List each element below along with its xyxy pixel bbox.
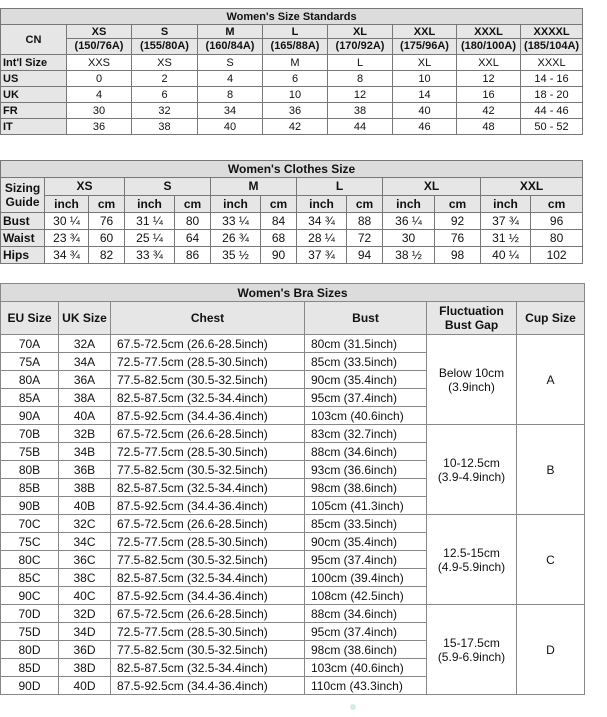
table-cell: 82 xyxy=(89,247,125,264)
eu-size-cell: 70B xyxy=(1,425,59,443)
table-cell: 72 xyxy=(347,230,383,247)
clothes-size-title: Women's Clothes Size xyxy=(1,161,583,178)
table-cell: 34 xyxy=(198,103,263,119)
table-cell: L xyxy=(328,55,393,71)
table-cell: 42 xyxy=(263,119,328,135)
row-label: Int'l Size xyxy=(1,55,67,71)
cn-label: CN xyxy=(1,25,67,55)
cup-size-cell: B xyxy=(517,425,585,515)
uk-size-cell: 40B xyxy=(59,497,111,515)
chest-cell: 67.5-72.5cm (26.6-28.5inch) xyxy=(111,425,305,443)
chest-cell: 87.5-92.5cm (34.4-36.4inch) xyxy=(111,497,305,515)
table-cell: 50 - 52 xyxy=(521,119,583,135)
chest-cell: 67.5-72.5cm (26.6-28.5inch) xyxy=(111,335,305,353)
table-cell: 98 xyxy=(435,247,481,264)
bust-cell: 83cm (32.7inch) xyxy=(305,425,427,443)
table-cell: 12 xyxy=(328,87,393,103)
cn-value: (155/80A) xyxy=(132,39,198,55)
bust-gap-cell: Below 10cm (3.9inch) xyxy=(427,335,517,425)
uk-size-cell: 40D xyxy=(59,677,111,695)
bra-size-title: Women's Bra Sizes xyxy=(1,284,585,302)
cup-size-cell: D xyxy=(517,605,585,695)
eu-size-cell: 80D xyxy=(1,641,59,659)
row-label: Waist xyxy=(1,230,45,247)
cup-size-header: Cup Size xyxy=(517,302,585,335)
unit-cm: cm xyxy=(347,195,383,213)
unit-cm: cm xyxy=(261,195,297,213)
chest-cell: 67.5-72.5cm (26.6-28.5inch) xyxy=(111,515,305,533)
bust-cell: 88cm (34.6inch) xyxy=(305,605,427,623)
chest-cell: 82.5-87.5cm (32.5-34.4inch) xyxy=(111,569,305,587)
table-cell: 68 xyxy=(261,230,297,247)
table-row xyxy=(1,425,585,443)
row-label: UK xyxy=(1,87,67,103)
bust-cell: 110cm (43.3inch) xyxy=(305,677,427,695)
eu-size-cell: 80A xyxy=(1,371,59,389)
row-label: FR xyxy=(1,103,67,119)
table-row xyxy=(1,230,583,247)
table-cell: 34 ¾ xyxy=(45,247,89,264)
table-cell: 80 xyxy=(175,213,211,230)
table-cell: 4 xyxy=(67,87,132,103)
bust-gap-cell: 12.5-15cm (4.9-5.9inch) xyxy=(427,515,517,605)
table-row xyxy=(1,213,583,230)
chest-cell: 87.5-92.5cm (34.4-36.4inch) xyxy=(111,677,305,695)
bust-cell: 90cm (35.4inch) xyxy=(305,371,427,389)
table-row xyxy=(1,87,583,103)
chest-cell: 77.5-82.5cm (30.5-32.5inch) xyxy=(111,371,305,389)
bust-cell: 103cm (40.6inch) xyxy=(305,407,427,425)
size-header: XXXL xyxy=(457,25,521,39)
table-cell: 30 xyxy=(383,230,435,247)
chest-cell: 72.5-77.5cm (28.5-30.5inch) xyxy=(111,353,305,371)
uk-size-cell: 32B xyxy=(59,425,111,443)
table-cell: 64 xyxy=(175,230,211,247)
table-cell: 96 xyxy=(531,213,583,230)
table-cell: XXL xyxy=(457,55,521,71)
size-header: S xyxy=(125,178,211,196)
unit-inch: inch xyxy=(481,195,531,213)
uk-size-cell: 34D xyxy=(59,623,111,641)
clothes-size-table xyxy=(0,160,583,264)
bust-cell: 105cm (41.3inch) xyxy=(305,497,427,515)
uk-size-cell: 32C xyxy=(59,515,111,533)
eu-size-cell: 75A xyxy=(1,353,59,371)
table-cell: 76 xyxy=(435,230,481,247)
bust-header: Bust xyxy=(305,302,427,335)
eu-size-cell: 85D xyxy=(1,659,59,677)
table-cell: 44 xyxy=(328,119,393,135)
eu-size-cell: 90B xyxy=(1,497,59,515)
size-standards-title: Women's Size Standards xyxy=(1,9,583,25)
unit-cm: cm xyxy=(531,195,583,213)
row-label: IT xyxy=(1,119,67,135)
size-header: L xyxy=(263,25,328,39)
table-cell: 88 xyxy=(347,213,383,230)
bust-cell: 85cm (33.5inch) xyxy=(305,515,427,533)
cn-value: (180/100A) xyxy=(457,39,521,55)
bust-cell: 98cm (38.6inch) xyxy=(305,641,427,659)
chest-cell: 77.5-82.5cm (30.5-32.5inch) xyxy=(111,461,305,479)
size-header: L xyxy=(297,178,383,196)
cn-value: (170/92A) xyxy=(328,39,393,55)
cup-size-cell: A xyxy=(517,335,585,425)
uk-size-cell: 34C xyxy=(59,533,111,551)
table-cell: 38 ½ xyxy=(383,247,435,264)
uk-size-header: UK Size xyxy=(59,302,111,335)
uk-size-cell: 38C xyxy=(59,569,111,587)
chest-cell: 72.5-77.5cm (28.5-30.5inch) xyxy=(111,443,305,461)
chest-cell: 82.5-87.5cm (32.5-34.4inch) xyxy=(111,479,305,497)
table-cell: 40 xyxy=(198,119,263,135)
table-cell: 8 xyxy=(198,87,263,103)
size-header: XL xyxy=(383,178,481,196)
uk-size-cell: 38A xyxy=(59,389,111,407)
cn-value: (160/84A) xyxy=(198,39,263,55)
unit-inch: inch xyxy=(383,195,435,213)
table-cell: 102 xyxy=(531,247,583,264)
bust-cell: 95cm (37.4inch) xyxy=(305,389,427,407)
table-cell: 31 ½ xyxy=(481,230,531,247)
table-cell: 23 ¾ xyxy=(45,230,89,247)
bust-cell: 98cm (38.6inch) xyxy=(305,479,427,497)
table-cell: 42 xyxy=(457,103,521,119)
eu-size-header: EU Size xyxy=(1,302,59,335)
size-header: XXXXL xyxy=(521,25,583,39)
uk-size-cell: 34B xyxy=(59,443,111,461)
bust-gap-cell: 10-12.5cm (3.9-4.9inch) xyxy=(427,425,517,515)
unit-inch: inch xyxy=(125,195,175,213)
cn-value: (185/104A) xyxy=(521,39,583,55)
eu-size-cell: 70C xyxy=(1,515,59,533)
table-cell: XS xyxy=(132,55,198,71)
table-cell: 60 xyxy=(89,230,125,247)
table-cell: 33 ¼ xyxy=(211,213,261,230)
table-cell: 2 xyxy=(132,71,198,87)
eu-size-cell: 90A xyxy=(1,407,59,425)
table-cell: 12 xyxy=(457,71,521,87)
table-cell: 36 ¼ xyxy=(383,213,435,230)
table-cell: 36 xyxy=(263,103,328,119)
table-cell: 48 xyxy=(457,119,521,135)
size-header: XXL xyxy=(393,25,457,39)
row-label: US xyxy=(1,71,67,87)
uk-size-cell: 36A xyxy=(59,371,111,389)
table-cell: 38 xyxy=(132,119,198,135)
table-cell: 84 xyxy=(261,213,297,230)
cn-value: (165/88A) xyxy=(263,39,328,55)
table-cell: 31 ¼ xyxy=(125,213,175,230)
chest-cell: 67.5-72.5cm (26.6-28.5inch) xyxy=(111,605,305,623)
table-cell: 44 - 46 xyxy=(521,103,583,119)
table-row xyxy=(1,247,583,264)
sizing-guide-label: Sizing Guide xyxy=(1,178,45,213)
cn-value: (175/96A) xyxy=(393,39,457,55)
table-cell: 10 xyxy=(263,87,328,103)
cup-size-cell: C xyxy=(517,515,585,605)
bust-cell: 80cm (31.5inch) xyxy=(305,335,427,353)
table-cell: 36 xyxy=(67,119,132,135)
uk-size-cell: 38B xyxy=(59,479,111,497)
bust-cell: 95cm (37.4inch) xyxy=(305,623,427,641)
table-cell: XL xyxy=(393,55,457,71)
table-cell: 28 ¼ xyxy=(297,230,347,247)
row-label: Bust xyxy=(1,213,45,230)
eu-size-cell: 85B xyxy=(1,479,59,497)
bust-cell: 95cm (37.4inch) xyxy=(305,551,427,569)
uk-size-cell: 36B xyxy=(59,461,111,479)
table-cell: 37 ¾ xyxy=(297,247,347,264)
size-header: M xyxy=(198,25,263,39)
eu-size-cell: 70A xyxy=(1,335,59,353)
table-cell: 92 xyxy=(435,213,481,230)
table-row xyxy=(1,335,585,353)
bust-cell: 90cm (35.4inch) xyxy=(305,533,427,551)
unit-inch: inch xyxy=(211,195,261,213)
eu-size-cell: 90C xyxy=(1,587,59,605)
size-header: S xyxy=(132,25,198,39)
uk-size-cell: 36D xyxy=(59,641,111,659)
bust-cell: 100cm (39.4inch) xyxy=(305,569,427,587)
eu-size-cell: 85C xyxy=(1,569,59,587)
bust-cell: 103cm (40.6inch) xyxy=(305,659,427,677)
eu-size-cell: 75B xyxy=(1,443,59,461)
bust-cell: 85cm (33.5inch) xyxy=(305,353,427,371)
table-cell: 35 ½ xyxy=(211,247,261,264)
table-cell: 14 xyxy=(393,87,457,103)
table-cell: 37 ¾ xyxy=(481,213,531,230)
cn-value: (150/76A) xyxy=(67,39,132,55)
table-cell: 0 xyxy=(67,71,132,87)
uk-size-cell: 36C xyxy=(59,551,111,569)
table-cell: 34 ¾ xyxy=(297,213,347,230)
eu-size-cell: 75C xyxy=(1,533,59,551)
unit-cm: cm xyxy=(175,195,211,213)
table-cell: 25 ¼ xyxy=(125,230,175,247)
table-row xyxy=(1,71,583,87)
table-cell: XXS xyxy=(67,55,132,71)
table-cell: 46 xyxy=(393,119,457,135)
eu-size-cell: 75D xyxy=(1,623,59,641)
bust-cell: 88cm (34.6inch) xyxy=(305,443,427,461)
eu-size-cell: 80C xyxy=(1,551,59,569)
bra-size-table xyxy=(0,283,585,695)
size-header: XS xyxy=(45,178,125,196)
table-cell: 40 ¼ xyxy=(481,247,531,264)
uk-size-cell: 38D xyxy=(59,659,111,677)
size-header: XS xyxy=(67,25,132,39)
unit-inch: inch xyxy=(297,195,347,213)
table-cell: S xyxy=(198,55,263,71)
table-cell: M xyxy=(263,55,328,71)
table-cell: 16 xyxy=(457,87,521,103)
bust-gap-header: Fluctuation Bust Gap xyxy=(427,302,517,335)
unit-cm: cm xyxy=(435,195,481,213)
table-cell: 76 xyxy=(89,213,125,230)
table-row xyxy=(1,605,585,623)
chest-cell: 82.5-87.5cm (32.5-34.4inch) xyxy=(111,389,305,407)
table-cell: 8 xyxy=(328,71,393,87)
size-header: XL xyxy=(328,25,393,39)
table-row xyxy=(1,55,583,71)
bust-cell: 108cm (42.5inch) xyxy=(305,587,427,605)
bust-cell: 93cm (36.6inch) xyxy=(305,461,427,479)
table-cell: 14 - 16 xyxy=(521,71,583,87)
chest-cell: 87.5-92.5cm (34.4-36.4inch) xyxy=(111,407,305,425)
uk-size-cell: 40A xyxy=(59,407,111,425)
chest-cell: 82.5-87.5cm (32.5-34.4inch) xyxy=(111,659,305,677)
size-standards-table xyxy=(0,8,583,135)
table-cell: 6 xyxy=(132,87,198,103)
chest-header: Chest xyxy=(111,302,305,335)
uk-size-cell: 34A xyxy=(59,353,111,371)
eu-size-cell: 85A xyxy=(1,389,59,407)
chest-cell: 77.5-82.5cm (30.5-32.5inch) xyxy=(111,551,305,569)
row-label: Hips xyxy=(1,247,45,264)
size-header: M xyxy=(211,178,297,196)
table-cell: 26 ¾ xyxy=(211,230,261,247)
table-cell: 6 xyxy=(263,71,328,87)
unit-inch: inch xyxy=(45,195,89,213)
table-cell: XXXL xyxy=(521,55,583,71)
table-cell: 94 xyxy=(347,247,383,264)
table-cell: 33 ¾ xyxy=(125,247,175,264)
table-cell: 4 xyxy=(198,71,263,87)
table-cell: 90 xyxy=(261,247,297,264)
table-row xyxy=(1,103,583,119)
size-header: XXL xyxy=(481,178,583,196)
uk-size-cell: 32A xyxy=(59,335,111,353)
table-row xyxy=(1,119,583,135)
chest-cell: 87.5-92.5cm (34.4-36.4inch) xyxy=(111,587,305,605)
table-cell: 30 ¼ xyxy=(45,213,89,230)
table-cell: 80 xyxy=(531,230,583,247)
unit-cm: cm xyxy=(89,195,125,213)
eu-size-cell: 80B xyxy=(1,461,59,479)
chest-cell: 77.5-82.5cm (30.5-32.5inch) xyxy=(111,641,305,659)
uk-size-cell: 40C xyxy=(59,587,111,605)
table-cell: 10 xyxy=(393,71,457,87)
table-cell: 32 xyxy=(132,103,198,119)
bust-gap-cell: 15-17.5cm (5.9-6.9inch) xyxy=(427,605,517,695)
table-cell: 30 xyxy=(67,103,132,119)
eu-size-cell: 90D xyxy=(1,677,59,695)
eu-size-cell: 70D xyxy=(1,605,59,623)
chest-cell: 72.5-77.5cm (28.5-30.5inch) xyxy=(111,623,305,641)
watermark-dot xyxy=(350,704,356,710)
table-row xyxy=(1,515,585,533)
table-cell: 18 - 20 xyxy=(521,87,583,103)
uk-size-cell: 32D xyxy=(59,605,111,623)
table-cell: 38 xyxy=(328,103,393,119)
table-cell: 86 xyxy=(175,247,211,264)
table-cell: 40 xyxy=(393,103,457,119)
chest-cell: 72.5-77.5cm (28.5-30.5inch) xyxy=(111,533,305,551)
